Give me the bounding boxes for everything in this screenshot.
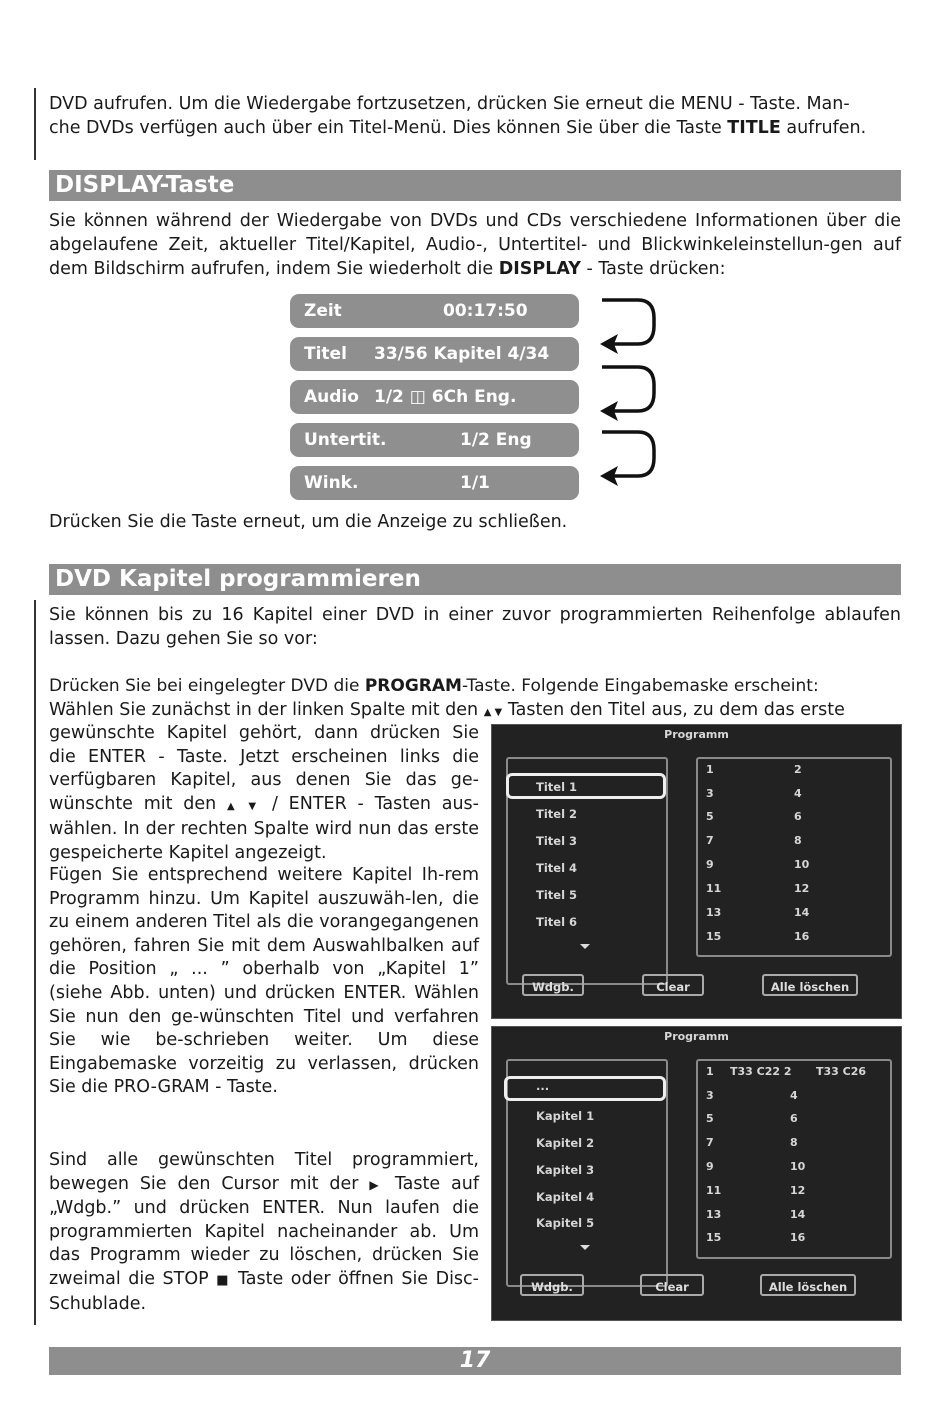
scroll-down-icon[interactable] bbox=[580, 1245, 590, 1250]
grid-cell: 16 bbox=[794, 930, 810, 943]
col3-a: Sind alle gewünschten Titel programmiert, bewegen Sie den Cursor mit der bbox=[49, 1150, 479, 1194]
grid-cell: 5 bbox=[706, 1112, 714, 1125]
pill-value: 1/1 bbox=[460, 473, 490, 493]
grid-cell: 7 bbox=[706, 834, 714, 847]
grid-cell: 11 bbox=[706, 882, 722, 895]
grid-cell: 15 bbox=[706, 1231, 722, 1244]
select-a: Wählen Sie zunächst in der linken Spalte mit den bbox=[49, 700, 484, 720]
list-item[interactable]: ... bbox=[536, 1079, 550, 1093]
grid-cell: 12 bbox=[794, 882, 810, 895]
grid-cell: T33 C26 bbox=[816, 1065, 867, 1078]
grid-cell: 10 bbox=[794, 858, 810, 871]
display-text-a: Sie können während der Wiedergabe von DVDs und CDs verschiedene Informationen über die abgelaufene Zeit, aktueller Titel/Kapitel, Audio-, Untertitel- und Blickwinkeleinstellun-gen auf dem Bildschirm aufrufen, indem Sie wiederholt die bbox=[49, 211, 901, 279]
program-col-3 bbox=[49, 1149, 479, 1316]
list-item[interactable]: Titel 3 bbox=[536, 834, 578, 848]
list-item[interactable]: Titel 2 bbox=[536, 807, 578, 821]
press-a: Drücken Sie bei eingelegter DVD die bbox=[49, 676, 365, 696]
grid-cell: 1 bbox=[706, 1065, 714, 1078]
grid-cell: 8 bbox=[790, 1136, 798, 1149]
scroll-down-icon[interactable] bbox=[580, 944, 590, 949]
display-key: DISPLAY bbox=[498, 259, 581, 279]
intro-line1: DVD aufrufen. Um die Wiedergabe fortzusetzen, drücken Sie erneut die MENU - Taste. Man- bbox=[49, 94, 850, 114]
col3-c: Taste oder öffnen Sie Disc-Schublade. bbox=[49, 1268, 479, 1314]
play-button[interactable]: Wdgb. bbox=[520, 1274, 584, 1296]
clear-button[interactable]: Clear bbox=[640, 1274, 704, 1296]
list-item[interactable]: Kapitel 1 bbox=[536, 1109, 595, 1123]
col1-a: gewünschte Kapitel gehört, dann drücken Sie die ENTER - Taste. Jetzt erscheinen links die verfügbaren Kapitel, aus denen Sie das ge-wünschte mit den bbox=[49, 723, 479, 814]
grid-cell: 9 bbox=[706, 858, 714, 871]
grid-cell: 7 bbox=[706, 1136, 714, 1149]
list-item[interactable]: Titel 5 bbox=[536, 888, 578, 902]
grid-cell: 3 bbox=[706, 787, 714, 800]
col1-b: / ENTER - Tasten aus-wählen. In der rechten Spalte wird nun das erste gespeicherte Kapitel angezeigt. bbox=[49, 793, 479, 863]
select-b: Tasten den Titel aus, zu dem das erste bbox=[502, 700, 845, 720]
grid-cell: 4 bbox=[790, 1089, 798, 1102]
grid-cell: 6 bbox=[790, 1112, 798, 1125]
list-item[interactable]: Kapitel 4 bbox=[536, 1190, 595, 1204]
up-down-arrows-icon: ▲ ▼ bbox=[227, 800, 262, 812]
program-screen-chapters bbox=[491, 1026, 902, 1321]
display-pill-subtitle bbox=[290, 423, 579, 457]
display-close-text: Drücken Sie die Taste erneut, um die Anzeige zu schließen. bbox=[49, 512, 568, 532]
up-down-arrows-icon: ▲ ▼ bbox=[483, 707, 503, 718]
program-col-2: Fügen Sie entsprechend weitere Kapitel Ih-rem Programm hinzu. Um Kapitel auszuwäh-len, die zu einem anderen Titel als die vorangegangenen gehören, fahren Sie mit dem Auswahlbalken auf die Position „ ... ” oberhalb von „Kapitel 1” (siehe Abb. unten) und drücken ENTER. Wählen Sie nun den ge-wünschten Titel und verfahren Sie wie be-schrieben weiter. Um diese Eingabemaske vorzeitig zu verlassen, drücken Sie die PRO-GRAM - Taste. bbox=[49, 865, 479, 1098]
program-screen-titles bbox=[491, 724, 902, 1019]
grid-cell: T33 C22 2 bbox=[730, 1065, 792, 1078]
clear-button[interactable]: Clear bbox=[642, 974, 704, 996]
intro-title-key: TITLE bbox=[727, 118, 781, 138]
pill-label: Titel bbox=[304, 344, 347, 364]
cycle-arrow-icon bbox=[598, 428, 662, 498]
pill-label: Untertit. bbox=[304, 430, 387, 450]
list-item[interactable]: Titel 1 bbox=[536, 780, 578, 794]
list-item[interactable]: Titel 6 bbox=[536, 915, 578, 929]
pill-label: Audio bbox=[304, 387, 359, 407]
intro-paragraph bbox=[49, 92, 901, 140]
grid-cell: 13 bbox=[706, 1208, 722, 1221]
grid-cell: 3 bbox=[706, 1089, 714, 1102]
grid-cell: 16 bbox=[790, 1231, 806, 1244]
pill-value: 1/2 ◫ 6Ch Eng. bbox=[374, 387, 517, 407]
selection-bar[interactable] bbox=[506, 773, 666, 799]
stop-icon: ■ bbox=[216, 1272, 231, 1288]
pill-value: 1/2 Eng bbox=[460, 430, 532, 450]
display-pill-angle bbox=[290, 466, 579, 500]
list-item[interactable]: Titel 4 bbox=[536, 861, 578, 875]
cycle-arrow-icon bbox=[598, 296, 662, 366]
grid-cell: 12 bbox=[790, 1184, 806, 1197]
page-number: 17 bbox=[49, 1347, 901, 1375]
pill-value: 00:17:50 bbox=[443, 301, 528, 321]
col3-b: Taste auf „Wdgb.” und drücken ENTER. Nun laufen die programmierten Kapitel nacheinander ab. Um das Programm wieder zu löschen, drücken Sie zweimal die STOP bbox=[49, 1173, 480, 1289]
program-col-1 bbox=[49, 722, 479, 866]
margin-rule-top bbox=[34, 88, 36, 160]
grid-cell: 14 bbox=[790, 1208, 806, 1221]
grid-cell: 9 bbox=[706, 1160, 714, 1173]
selection-bar[interactable] bbox=[504, 1076, 666, 1101]
intro-line2-c: aufrufen. bbox=[780, 118, 867, 138]
program-press bbox=[49, 674, 901, 698]
program-heading: DVD Kapitel programmieren bbox=[49, 564, 901, 595]
screen-title: Programm bbox=[664, 728, 729, 741]
cycle-arrow-icon bbox=[598, 363, 662, 433]
grid-cell: 15 bbox=[706, 930, 722, 943]
pill-value: 33/56 Kapitel 4/34 bbox=[374, 344, 550, 364]
grid-cell: 13 bbox=[706, 906, 722, 919]
list-item[interactable]: Kapitel 5 bbox=[536, 1216, 595, 1230]
display-pill-time bbox=[290, 294, 579, 328]
program-select bbox=[49, 698, 901, 725]
display-pill-audio bbox=[290, 380, 579, 414]
screen-title: Programm bbox=[664, 1030, 729, 1043]
grid-cell: 14 bbox=[794, 906, 810, 919]
grid-cell: 1 bbox=[706, 763, 714, 776]
clear-all-button[interactable]: Alle löschen bbox=[760, 1274, 856, 1296]
display-pill-title bbox=[290, 337, 579, 371]
grid-cell: 4 bbox=[794, 787, 802, 800]
right-arrow-icon: ▶ bbox=[369, 1177, 384, 1192]
pill-label: Zeit bbox=[304, 301, 342, 321]
press-c: -Taste. Folgende Eingabemaske erscheint: bbox=[461, 676, 819, 696]
pill-label: Wink. bbox=[304, 473, 359, 493]
display-paragraph bbox=[49, 209, 901, 281]
grid-cell: 6 bbox=[794, 810, 802, 823]
display-heading: DISPLAY-Taste bbox=[49, 170, 901, 201]
program-key: PROGRAM bbox=[364, 676, 462, 696]
grid-cell: 8 bbox=[794, 834, 802, 847]
grid-cell: 10 bbox=[790, 1160, 806, 1173]
play-button[interactable]: Wdgb. bbox=[522, 974, 584, 996]
grid-cell: 5 bbox=[706, 810, 714, 823]
display-text-c: - Taste drücken: bbox=[580, 259, 726, 279]
list-item[interactable]: Kapitel 3 bbox=[536, 1163, 595, 1177]
program-intro: Sie können bis zu 16 Kapitel einer DVD in einer zuvor programmierten Reihenfolge ablaufen lassen. Dazu gehen Sie so vor: bbox=[49, 605, 901, 649]
list-item[interactable]: Kapitel 2 bbox=[536, 1136, 595, 1150]
grid-cell: 2 bbox=[794, 763, 802, 776]
grid-cell: 11 bbox=[706, 1184, 722, 1197]
clear-all-button[interactable]: Alle löschen bbox=[762, 974, 858, 996]
intro-line2-a: che DVDs verfügen auch über ein Titel-Menü. Dies können Sie über die Taste bbox=[49, 118, 728, 138]
margin-rule-bottom bbox=[34, 600, 36, 1325]
